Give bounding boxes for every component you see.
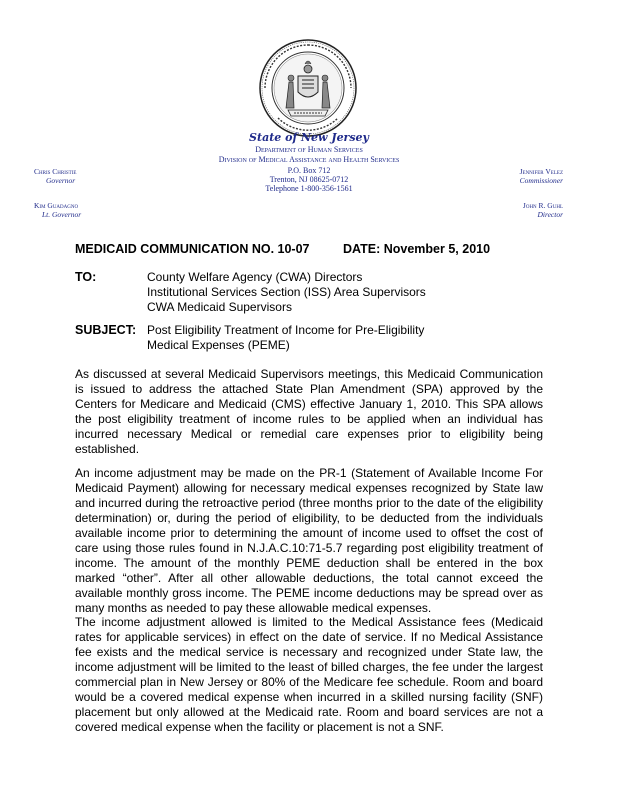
official-name: Chris Christie <box>34 167 77 176</box>
body-paragraph: As discussed at several Medicaid Supervisors meetings, this Medicaid Communication is issued to address the attached State Plan Amendment (SPA) approved by the Centers for Medicare and Medicaid (CMS) effective January 1, 2010. This SPA allows the post eligibility treatment of income rules to be applied when an individual has incurred necessary Medical or remedial care expenses prior to eligibility being established. <box>75 367 543 456</box>
division-name: Division of Medical Assistance and Health Services <box>218 155 400 164</box>
subject-text <box>147 323 424 353</box>
recipient: Institutional Services Section (ISS) Area Supervisors <box>147 285 426 299</box>
official-name: John R. Guhl <box>522 201 563 210</box>
city-address: Trenton, NJ 08625-0712 <box>269 175 349 184</box>
recipient: CWA Medicaid Supervisors <box>147 300 292 314</box>
official-commissioner <box>520 167 563 185</box>
body-paragraph: The income adjustment allowed is limited to the Medical Assistance fees (Medicaid rates for applicable services) in effect on the date of service. If no Medical Assistance fee exists and the medical service is necessary and recognized under State law, the income adjustment will be limited to the least of billed charges, the fee under the largest commercial plan in New Jersey or 80% of the Medicare fee schedule. Room and board would be a covered medical expense when incurred in a skilled nursing facility (SNF) placement but only allowed at the Medicaid rate. Room and board services are not a covered medical expense when the facility or placement is not a SNF. <box>75 615 543 734</box>
official-director <box>523 201 563 219</box>
official-name: Kim Guadagno <box>34 201 79 210</box>
subject-label: SUBJECT: <box>75 323 137 337</box>
official-title: Lt. Governor <box>42 210 82 219</box>
state-title: State of New Jersey <box>249 131 369 144</box>
official-title: Director <box>537 210 563 219</box>
telephone: Telephone 1-800-356-1561 <box>265 184 353 193</box>
to-label: TO: <box>75 270 97 284</box>
official-title: Governor <box>46 176 76 185</box>
official-lt-governor <box>34 201 81 219</box>
official-title: Commissioner <box>519 176 563 185</box>
body-paragraph: An income adjustment may be made on the PR-1 (Statement of Available Income For Medicaid Payment) allowing for necessary medical expenses recognized by State law and incurred during the retroactive period (three months prior to the date of the eligibility determination) or, during the period of eligibility, to be deducted from the individuals available income prior to determining the amount of income used to offset the cost of care using those rules found in N.J.A.C.10:71-5.7 regarding post eligibility treatment of income. The amount of the monthly PEME deduction shall be entered in the box marked “other”. After all other allowable deductions, the total cannot exceed the available monthly gross income. The PEME income deductions may be spread over as many months as needed to pay these allowable medical expenses. <box>75 466 543 615</box>
official-name: Jennifer Velez <box>519 167 563 176</box>
state-seal-image <box>258 38 358 138</box>
communication-date: DATE: November 5, 2010 <box>343 242 491 256</box>
official-governor <box>34 167 76 185</box>
subject-line: Post Eligibility Treatment of Income for Pre-Eligibility <box>147 323 425 337</box>
recipient: County Welfare Agency (CWA) Directors <box>147 270 363 284</box>
subject-line: Medical Expenses (PEME) <box>147 338 290 352</box>
department-name: Department of Human Services <box>255 145 363 154</box>
po-box: P.O. Box 712 <box>287 166 331 175</box>
communication-number: MEDICAID COMMUNICATION NO. 10-07 <box>75 242 310 256</box>
recipient-list <box>147 270 426 315</box>
